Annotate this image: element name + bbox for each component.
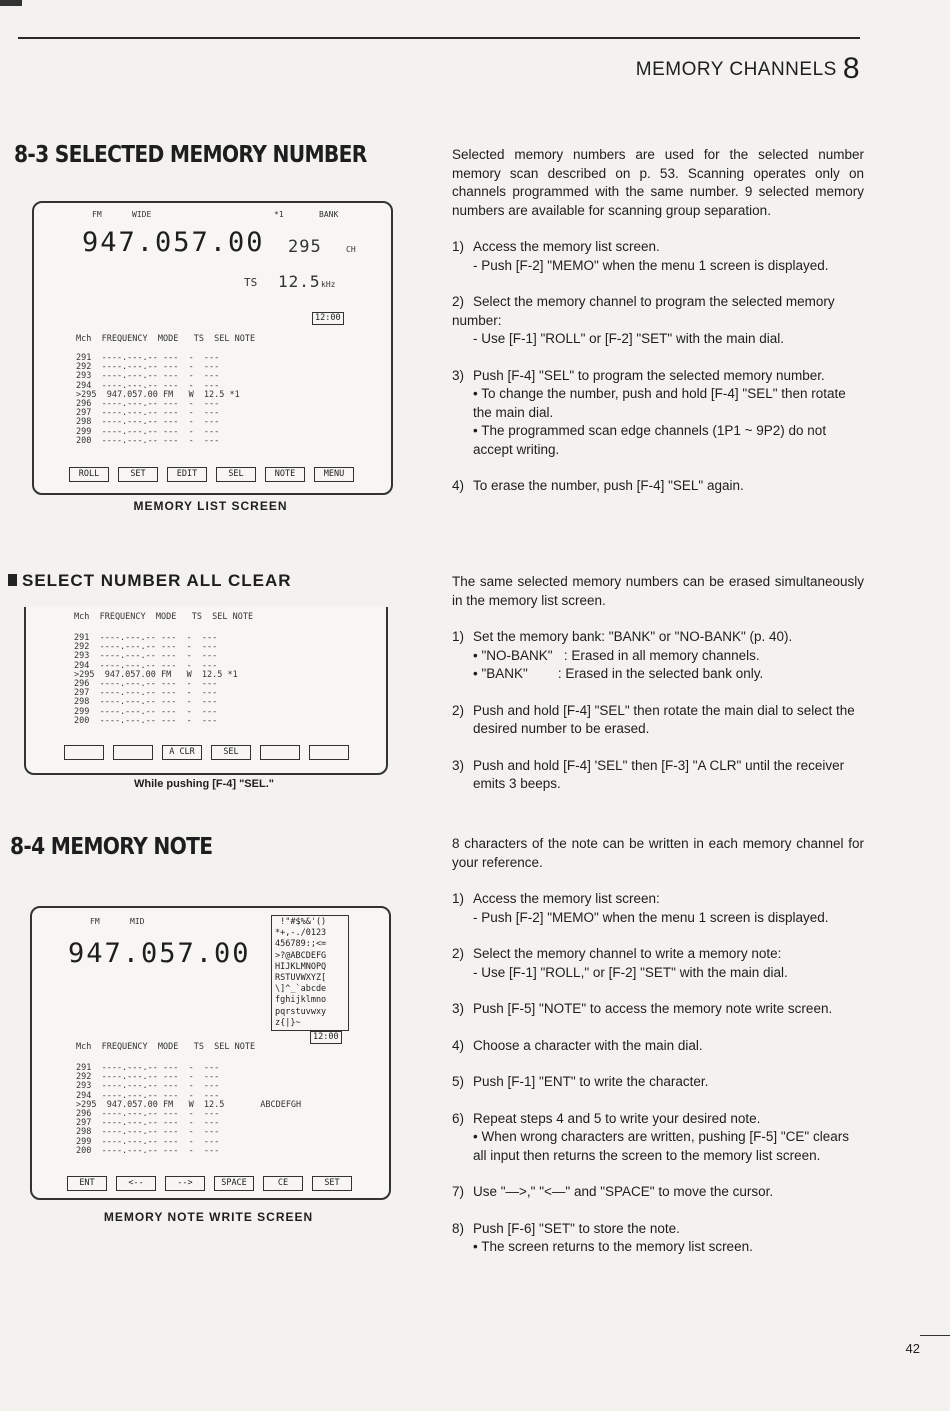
screen-width: WIDE [132, 210, 152, 219]
screen-mark: *1 [274, 210, 284, 219]
memory-note-write-screen [30, 906, 391, 1200]
page-number: 42 [905, 1341, 920, 1356]
screen-channel-unit: CH [346, 245, 356, 254]
step-number: 2) [452, 702, 465, 718]
memory-list-screen [32, 201, 393, 495]
step-text: Repeat steps 4 and 5 to write your desired note. [473, 1110, 761, 1126]
step-text: Push and hold [F-4] 'SEL" then [F-3] "A CLR" until the receiver emits 3 beeps. [473, 757, 845, 791]
subsection-title-text: SELECT NUMBER ALL CLEAR [22, 571, 292, 590]
step [452, 757, 864, 794]
step-sub: - Push [F-2] "MEMO" when the menu 1 screen is displayed. [473, 909, 829, 925]
cursor-right-key[interactable]: --> [165, 1176, 205, 1191]
step-number: 4) [452, 478, 465, 493]
step [452, 1183, 864, 1202]
section-8-4-body [452, 835, 864, 1257]
screen-width: MID [130, 917, 145, 926]
list-column-headers: Mch FREQUENCY MODE TS SEL NOTE [74, 612, 254, 622]
list-row: 293 ----.---.-- --- - --- [76, 1081, 220, 1092]
step-text: Set the memory bank: "BANK" or "NO-BANK" (p. 40). [473, 629, 793, 644]
memory-list-rows [76, 354, 240, 446]
intro-paragraph: The same selected memory numbers can be erased simultaneously in the memory list screen. [452, 574, 864, 608]
step [452, 1073, 864, 1092]
list-column-headers: Mch FREQUENCY MODE TS SEL NOTE [76, 1042, 256, 1052]
sel-key[interactable]: SEL [211, 745, 251, 760]
set-key[interactable]: SET [118, 467, 158, 482]
step-text: Select the memory channel to write a memory note: [473, 946, 782, 961]
step-text: To erase the number, push [F-4] "SEL" again. [473, 478, 744, 493]
step-sub: • To change the number, push and hold [F-4] "SEL" then rotate the main dial. [473, 386, 846, 420]
step-text: Select the memory channel to program the selected memory number: [452, 294, 835, 328]
list-row: 200 ----.---.-- --- - --- [76, 435, 220, 446]
page-number-rule [920, 1335, 950, 1336]
step [452, 890, 864, 909]
step-number: 1) [452, 891, 465, 906]
step-number: 6) [452, 1110, 465, 1126]
scan-edge-mark [0, 0, 22, 6]
step [452, 1000, 864, 1019]
header-title: MEMORY CHANNELS [635, 59, 837, 80]
step-sub: • "BANK" : Erased in the selected bank only. [473, 666, 764, 681]
list-row: 297 ----.---.-- --- - --- [74, 688, 218, 699]
figure-caption: MEMORY NOTE WRITE SCREEN [103, 1210, 314, 1224]
list-row: 297 ----.---.-- --- - --- [76, 1118, 220, 1129]
step-number: 4) [452, 1037, 465, 1053]
menu-key[interactable]: MENU [314, 467, 354, 482]
step-number: 2) [452, 294, 465, 309]
section-8-3-body [452, 146, 864, 496]
blank-key[interactable] [64, 745, 104, 760]
screen-clock: 12:00 [312, 312, 344, 325]
edit-key[interactable]: EDIT [167, 467, 207, 482]
step-sub: • The screen returns to the memory list screen. [473, 1239, 753, 1254]
sel-key[interactable]: SEL [216, 467, 256, 482]
step-sub: - Push [F-2] "MEMO" when the menu 1 screen is displayed. [473, 257, 829, 273]
screen-mode: FM [92, 210, 102, 219]
a-clr-key[interactable]: A CLR [162, 745, 202, 760]
step-text: Push [F-5] "NOTE" to access the memory note write screen. [473, 1001, 833, 1016]
all-clear-screen [24, 607, 388, 775]
step-text: Access the memory list screen: [473, 891, 660, 906]
screen-clock: 12:00 [310, 1031, 342, 1044]
list-row: 292 ----.---.-- --- - --- [74, 642, 218, 653]
screen-bank: BANK [319, 210, 339, 219]
step [452, 238, 864, 257]
list-column-headers: Mch FREQUENCY MODE TS SEL NOTE [76, 334, 256, 344]
list-row: 294 ----.---.-- --- - --- [76, 1090, 220, 1101]
intro-paragraph: 8 characters of the note can be written in each memory channel for your reference. [452, 836, 864, 870]
step-sub: - Use [F-1] "ROLL" or [F-2] "SET" with the main dial. [473, 331, 785, 346]
list-row-selected: >295 947.057.00 FM W 12.5 ABCDEFGH [76, 1099, 302, 1110]
step-number: 1) [452, 629, 465, 644]
step-number: 3) [452, 1001, 465, 1016]
list-row: 296 ----.---.-- --- - --- [74, 679, 218, 690]
list-row: 292 ----.---.-- --- - --- [76, 1072, 220, 1083]
step-number: 3) [452, 757, 465, 773]
step-text: Choose a character with the main dial. [473, 1037, 703, 1053]
function-key-row [69, 467, 354, 482]
step-text: Push [F-1] "ENT" to write the character. [473, 1074, 709, 1089]
roll-key[interactable]: ROLL [69, 467, 109, 482]
list-row: 299 ----.---.-- --- - --- [76, 1136, 220, 1147]
list-row: 299 ----.---.-- --- - --- [74, 706, 218, 717]
list-row: 292 ----.---.-- --- - --- [76, 362, 220, 373]
note-key[interactable]: NOTE [265, 467, 305, 482]
step-text: Push and hold [F-4] "SEL" then rotate the main dial to select the desired number to be erased. [473, 702, 855, 736]
step [452, 1037, 864, 1056]
step-sub: • When wrong characters are written, pushing [F-5] "CE" clears all input then returns the screen to the memory list screen. [473, 1129, 849, 1163]
screen-frequency: 947.057.00 [82, 227, 265, 258]
subsection-title [8, 571, 292, 591]
section-title-8-3: 8-3 SELECTED MEMORY NUMBER [14, 142, 367, 168]
list-row: 291 ----.---.-- --- - --- [74, 633, 218, 643]
list-row: 291 ----.---.-- --- - --- [76, 1063, 220, 1073]
blank-key[interactable] [113, 745, 153, 760]
list-row: 200 ----.---.-- --- - --- [76, 1145, 220, 1156]
step-sub: • The programmed scan edge channels (1P1 ~ 9P2) do not accept writing. [473, 423, 827, 457]
character-palette[interactable]: !"#$%&'() *+,-./0123 456789:;<= >?@ABCDEFG HIJKLMNOPQ RSTUVWXYZ[ \]^_`abcde fghijklmno pqrstuvwxy z{|}~ [271, 915, 349, 1031]
list-row: 299 ----.---.-- --- - --- [76, 426, 220, 437]
step [452, 367, 864, 386]
step-number: 1) [452, 239, 465, 254]
memory-list-rows [74, 634, 238, 726]
step-text: Use "—>," "<—" and "SPACE" to move the cursor. [473, 1184, 774, 1199]
step-sub: • "NO-BANK" : Erased in all memory channels. [473, 647, 760, 663]
step [452, 477, 864, 496]
step [452, 702, 864, 739]
step-number: 2) [452, 946, 465, 961]
step-number: 5) [452, 1074, 465, 1089]
cursor-left-key[interactable]: <-- [116, 1176, 156, 1191]
step [452, 945, 864, 964]
screen-ts-unit: kHz [321, 280, 336, 289]
list-row: 291 ----.---.-- --- - --- [76, 353, 220, 363]
step-number: 3) [452, 367, 465, 383]
screen-frequency: 947.057.00 [68, 938, 251, 969]
list-row: 200 ----.---.-- --- - --- [74, 715, 218, 726]
blank-key[interactable] [309, 745, 349, 760]
all-clear-body [452, 573, 864, 794]
step-sub: - Use [F-1] "ROLL," or [F-2] "SET" with the main dial. [473, 964, 788, 980]
blank-key[interactable] [260, 745, 300, 760]
figure-caption: MEMORY LIST SCREEN [133, 499, 288, 513]
step [452, 1110, 864, 1129]
step-text: Access the memory list screen. [473, 239, 660, 254]
step-text: Push [F-6] "SET" to store the note. [473, 1220, 680, 1236]
running-header [636, 52, 860, 86]
list-row: 293 ----.---.-- --- - --- [76, 371, 220, 382]
step-number: 7) [452, 1184, 465, 1199]
bullet-square-icon [8, 574, 17, 586]
set-key[interactable]: SET [312, 1176, 352, 1191]
screen-mode: FM [90, 917, 100, 926]
chapter-number: 8 [842, 52, 860, 85]
list-row: 298 ----.---.-- --- - --- [76, 417, 220, 428]
step-number: 8) [452, 1220, 465, 1236]
ent-key[interactable]: ENT [67, 1176, 107, 1191]
list-row: 296 ----.---.-- --- - --- [76, 1109, 220, 1120]
list-row: 298 ----.---.-- --- - --- [74, 697, 218, 708]
memory-list-rows [76, 1064, 301, 1156]
function-key-row [64, 745, 349, 760]
list-row: 293 ----.---.-- --- - --- [74, 651, 218, 662]
step-text: Push [F-4] "SEL" to program the selected memory number. [473, 367, 825, 383]
screen-ts-label: TS [244, 276, 258, 289]
step [452, 628, 864, 647]
list-row: 294 ----.---.-- --- - --- [74, 660, 218, 671]
function-key-row [67, 1176, 352, 1191]
list-row-selected: >295 947.057.00 FM W 12.5 *1 [76, 389, 240, 400]
space-key[interactable]: SPACE [214, 1176, 254, 1191]
list-row-selected: >295 947.057.00 FM W 12.5 *1 [74, 669, 238, 680]
intro-paragraph: Selected memory numbers are used for the selected number memory scan described on p. 53. Scanning operates only on channels programmed with the same number. 9 selected memory numbers are available for scanning group separation. [452, 147, 864, 218]
list-row: 294 ----.---.-- --- - --- [76, 380, 220, 391]
section-title-8-4: 8-4 MEMORY NOTE [10, 834, 213, 860]
screen-channel: 295 [288, 237, 322, 257]
screen-ts-value: 12.5 [278, 272, 321, 291]
list-row: 298 ----.---.-- --- - --- [76, 1127, 220, 1138]
list-row: 296 ----.---.-- --- - --- [76, 399, 220, 410]
list-row: 297 ----.---.-- --- - --- [76, 408, 220, 419]
step [452, 293, 864, 330]
figure-caption: While pushing [F-4] "SEL." [134, 778, 274, 790]
header-rule [18, 37, 860, 39]
step [452, 1220, 864, 1239]
ce-key[interactable]: CE [263, 1176, 303, 1191]
